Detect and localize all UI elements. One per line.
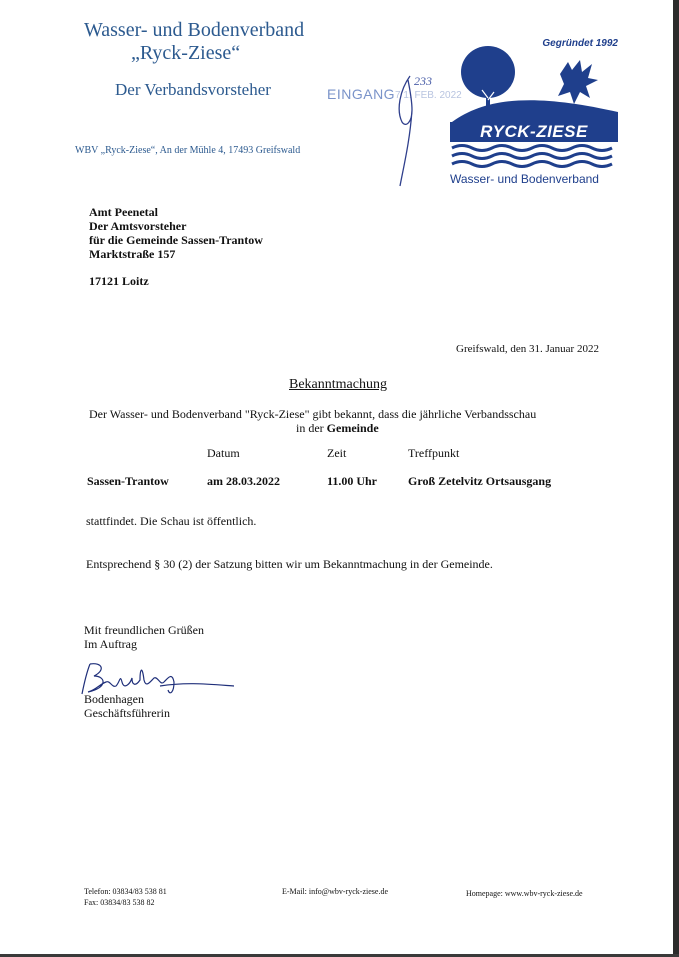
footer-email: E-Mail: info@wbv-ryck-ziese.de <box>282 887 388 896</box>
logo-emblem-icon <box>448 34 626 170</box>
row-time: 11.00 Uhr <box>327 474 378 488</box>
recipient-line-3: für die Gemeinde Sassen-Trantow <box>89 233 263 247</box>
intro-line-1: Der Wasser- und Bodenverband "Ryck-Ziese" gibt bekannt, dass die jährliche Verbandsschau <box>89 407 537 421</box>
intro-line-2 <box>296 421 379 436</box>
signer-role: Geschäftsführerin <box>84 706 170 720</box>
recipient-line-1: Amt Peenetal <box>89 205 158 219</box>
footer-homepage: Homepage: www.wbv-ryck-ziese.de <box>466 889 583 898</box>
logo-name-band: RYCK-ZIESE <box>450 122 618 142</box>
header-date: Datum <box>207 446 240 460</box>
header-meeting-point: Treffpunkt <box>408 446 460 460</box>
intro-line-2-prefix: in der <box>296 421 327 435</box>
handwritten-number: 233 <box>414 74 432 88</box>
logo-founded-text: Gegründet 1992 <box>542 38 618 49</box>
footer-phone: Telefon: 03834/83 538 81 <box>84 887 167 896</box>
header-time: Zeit <box>327 446 347 460</box>
scan-edge-right <box>673 0 679 957</box>
recipient-city: 17121 Loitz <box>89 274 149 288</box>
place-date: Greifswald, den 31. Januar 2022 <box>456 343 599 355</box>
signer-name: Bodenhagen <box>84 692 144 706</box>
sender-address-line: WBV „Ryck-Ziese“, An der Mühle 4, 17493 Greifswald <box>75 145 301 156</box>
footer-fax: Fax: 03834/83 538 82 <box>84 898 155 907</box>
logo-subtitle: Wasser- und Bodenverband <box>450 172 599 186</box>
recipient-line-4: Marktstraße 157 <box>89 247 176 261</box>
closing-greeting: Mit freundlichen Grüßen <box>84 623 204 637</box>
closing-authority: Im Auftrag <box>84 637 137 651</box>
row-gemeinde: Sassen-Trantow <box>87 474 169 488</box>
org-department: Der Verbandsvorsteher <box>115 80 271 99</box>
row-date: am 28.03.2022 <box>207 474 280 488</box>
receipt-stamp: EINGANG <box>327 86 396 102</box>
row-meeting-point: Groß Zetelvitz Ortsausgang <box>408 474 552 488</box>
body-line-2: Entsprechend § 30 (2) der Satzung bitten wir um Bekanntmachung in der Gemeinde. <box>86 557 493 571</box>
org-name: Wasser- und Bodenverband <box>84 19 305 41</box>
org-logo <box>448 34 626 190</box>
org-short-name: „Ryck-Ziese“ <box>131 42 241 64</box>
intro-line-2-bold: Gemeinde <box>326 421 379 435</box>
recipient-line-2: Der Amtsvorsteher <box>89 219 187 233</box>
receipt-stamp-date: 7 1. FEB. 2022 <box>395 90 462 101</box>
page-title: Bekanntmachung <box>289 377 387 392</box>
handwritten-mark <box>392 70 422 188</box>
body-line-1: stattfindet. Die Schau ist öffentlich. <box>86 514 257 528</box>
